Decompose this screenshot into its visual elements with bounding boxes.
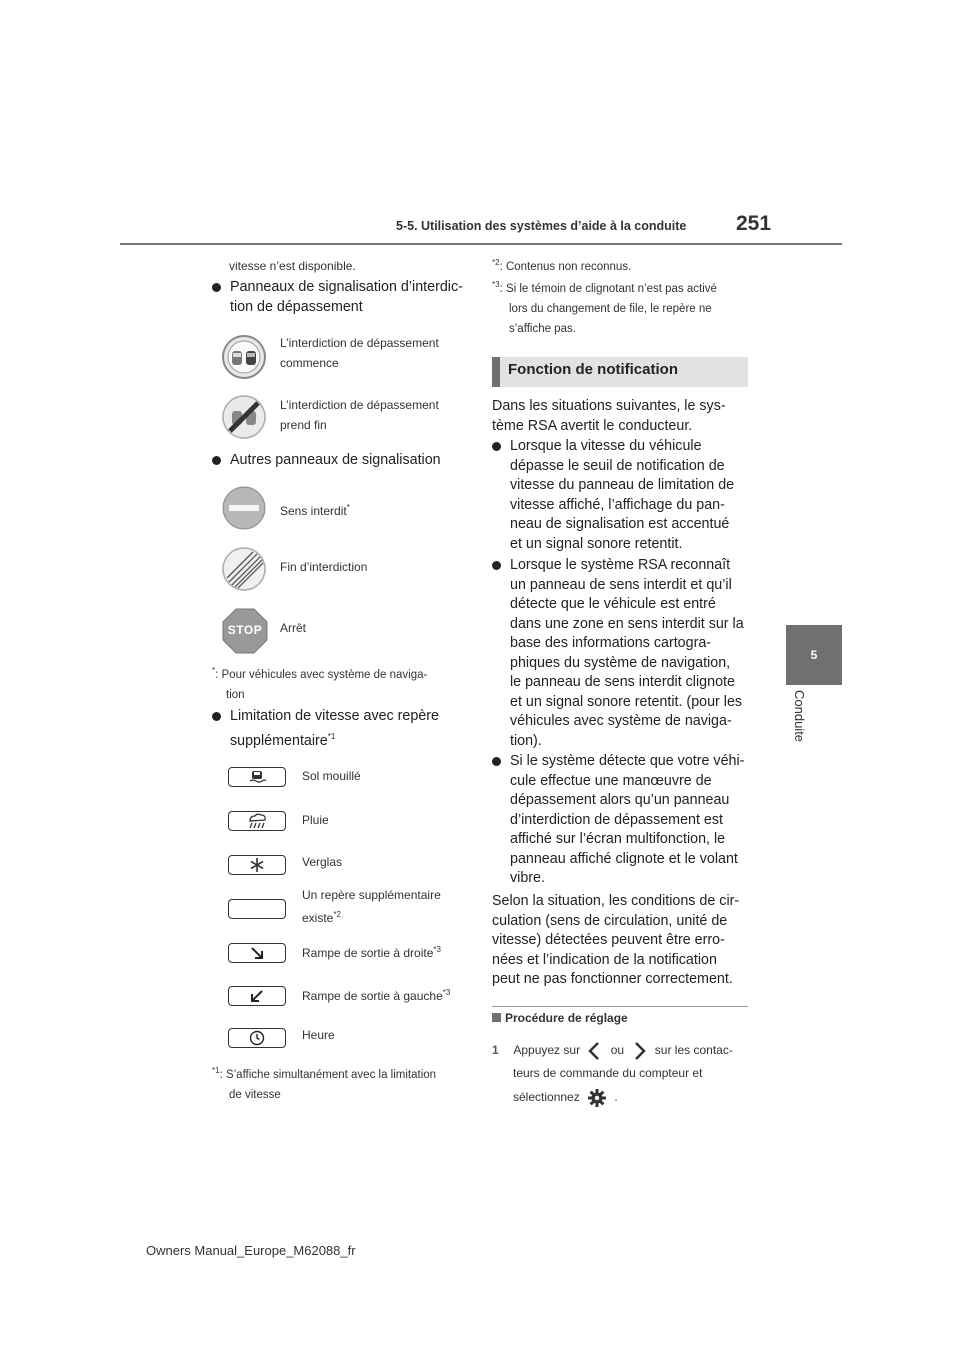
- text-line: vitesse) détectées peuvent être erro-: [492, 932, 725, 948]
- footnote-text: de vitesse: [229, 1088, 281, 1101]
- label-line: Un repère supplémentaire: [302, 888, 441, 902]
- blank-mark: [228, 899, 286, 919]
- end-no-overtaking-sign-icon: [222, 395, 266, 439]
- text-line: cule effectue une manœuvre de: [510, 772, 712, 789]
- text-line: culation (sens de circulation, unité de: [492, 912, 728, 929]
- text-line: Si le système détecte que votre véhi-: [510, 753, 745, 769]
- footnote-3: [492, 275, 717, 339]
- footnote-text: s’affiche pas.: [509, 322, 576, 335]
- stop-sign-text: STOP: [227, 623, 263, 637]
- mark-label: [302, 885, 441, 928]
- chapter-label: [785, 690, 813, 760]
- end-restriction-label: Fin d’interdiction: [280, 560, 368, 574]
- subheading-square-icon: [492, 1013, 501, 1022]
- intro-paragraph: [492, 397, 726, 436]
- footnote-ref: *3: [442, 988, 451, 997]
- text-line: dans une zone en sens interdit sur la: [510, 615, 744, 632]
- label-text: Rampe de sortie à gauche: [302, 989, 443, 1003]
- label-text: Sens interdit: [280, 504, 347, 518]
- mark-label: Verglas: [302, 855, 343, 869]
- continued-text: vitesse n’est disponible.: [229, 259, 356, 273]
- no-entry-sign-icon: [222, 486, 266, 530]
- step-text: ou: [610, 1043, 625, 1057]
- arrow-down-left-icon: [228, 986, 286, 1006]
- label-line: commence: [280, 356, 339, 370]
- footnote-ref: *3: [433, 945, 441, 954]
- bullet-dot: [492, 757, 501, 766]
- step-text: .: [614, 1090, 618, 1104]
- footnote-2: [492, 253, 631, 277]
- footnote-text: : Contenus non reconnus.: [499, 260, 632, 273]
- footnote-ref: *2: [333, 910, 341, 919]
- footnote-mark: *: [212, 666, 216, 675]
- chapter-tab: 5: [786, 625, 842, 685]
- footnote-text: lors du changement de file, le repère ne: [509, 302, 712, 315]
- wet-road-icon: [228, 767, 286, 787]
- bullet-dot: [212, 712, 221, 721]
- end-restriction-sign-icon: [222, 547, 266, 591]
- step-1: [492, 1040, 733, 1060]
- step-text: Appuyez sur: [513, 1043, 581, 1057]
- mark-label: Heure: [302, 1028, 335, 1042]
- step-line: [513, 1087, 618, 1108]
- bullet-text: supplémentaire: [230, 732, 328, 749]
- bullet-dot: [492, 561, 501, 570]
- gear-icon: [587, 1088, 607, 1108]
- text-line: panneau affiché clignote et le volant: [510, 850, 738, 867]
- label-line: L’interdiction de dépassement: [280, 398, 439, 412]
- no-overtaking-sign-icon: [222, 335, 266, 379]
- footnote-mark: *3: [492, 280, 500, 289]
- text-line: détecte que le véhicule est entré: [510, 596, 716, 612]
- text-line: vibre.: [510, 870, 545, 886]
- text-line: et un signal sonore retentit.: [510, 535, 683, 552]
- mark-label: Pluie: [302, 813, 329, 827]
- text-line: base des informations cartogra-: [510, 635, 712, 651]
- page-number: 251: [736, 212, 772, 235]
- bullet-speed-limit: [212, 707, 439, 751]
- step-text: sélectionnez: [513, 1090, 580, 1104]
- bullet-text: Autres panneaux de signalisation: [230, 452, 441, 468]
- rain-icon: [228, 811, 286, 831]
- text-line: phiques du système de navigation,: [510, 654, 731, 671]
- text-line: Dans les situations suivantes, le sys-: [492, 398, 726, 414]
- bullet-text: tion de dépassement: [230, 298, 363, 315]
- mark-label: Sol mouillé: [302, 769, 361, 783]
- bullet-other-signs: [212, 451, 441, 471]
- step-number: 1: [492, 1043, 499, 1057]
- bullet-text: Limitation de vitesse avec repère: [230, 708, 440, 724]
- ice-icon: [228, 855, 286, 875]
- footnote-text: : S’affiche simultanément avec la limitation: [219, 1068, 437, 1081]
- chevron-left-icon: [583, 1042, 607, 1060]
- text-line: Lorsque la vitesse du véhicule: [510, 438, 702, 454]
- stop-label: Arrêt: [280, 621, 307, 635]
- chapter-label-text: Conduite: [792, 690, 807, 743]
- text-line: vitesse du panneau de limitation de: [510, 477, 735, 493]
- overtake-start-label: [280, 333, 439, 373]
- text-line: affiché sur l’écran multifonction, le: [510, 831, 726, 847]
- label-line: L’interdiction de dépassement: [280, 336, 439, 350]
- mark-label: [302, 940, 441, 963]
- no-entry-label: [280, 498, 350, 521]
- bullet-dot: [212, 456, 221, 465]
- bullet-speed-notification: [492, 437, 734, 554]
- step-text: teurs de commande du compteur et: [513, 1066, 703, 1080]
- subheading: [492, 1011, 628, 1025]
- footnote-text: : Si le témoin de clignotant n’est pas activé: [499, 282, 717, 295]
- section-heading: Fonction de notification: [492, 357, 748, 387]
- text-line: et un signal sonore retentit. (pour les: [510, 693, 743, 710]
- bullet-no-entry-notification: [492, 556, 744, 751]
- chevron-right-icon: [627, 1042, 651, 1060]
- text-line: tème RSA avertit le conducteur.: [492, 417, 693, 434]
- text-line: le panneau de sens interdit clignote: [510, 674, 735, 690]
- bullet-dot: [492, 442, 501, 451]
- label-line: existe: [302, 911, 334, 925]
- footnote-text: : Pour véhicules avec système de naviga-: [215, 668, 428, 681]
- text-line: dépasse le seuil de notification de: [510, 457, 725, 474]
- text-line: Lorsque le système RSA reconnaît: [510, 557, 731, 573]
- bullet-overtaking: [212, 278, 463, 317]
- section-title: 5-5. Utilisation des systèmes d’aide à la conduite: [396, 219, 687, 233]
- footnote-text: tion: [226, 688, 245, 701]
- footnote-ref: *: [346, 503, 350, 512]
- text-line: vitesse affiché, l’affichage du pan-: [510, 496, 725, 513]
- subheading-text: Procédure de réglage: [505, 1011, 628, 1025]
- subheading-divider: [492, 1006, 748, 1007]
- label-line: prend fin: [280, 418, 327, 432]
- bullet-overtaking-notification: [492, 752, 744, 889]
- bullet-dot: [212, 283, 221, 292]
- text-line: nées et l’indication de la notification: [492, 951, 717, 968]
- text-line: d’interdiction de dépassement est: [510, 811, 723, 828]
- arrow-down-right-icon: [228, 943, 286, 963]
- header-divider: [120, 243, 842, 245]
- text-line: tion).: [510, 732, 542, 749]
- clock-icon: [228, 1028, 286, 1048]
- text-line: Selon la situation, les conditions de cir-: [492, 893, 740, 909]
- stop-sign-icon: [222, 608, 268, 654]
- conditions-paragraph: [492, 892, 739, 990]
- footer-doc-id: Owners Manual_Europe_M62088_fr: [146, 1243, 356, 1258]
- text-line: un panneau de sens interdit et qu’il: [510, 576, 732, 593]
- text-line: neau de signalisation est accentué: [510, 516, 730, 532]
- footnote-mark: *1: [212, 1066, 220, 1075]
- footnote-star: [212, 661, 427, 705]
- footnote-ref: *1: [327, 731, 336, 741]
- mark-label: [302, 983, 450, 1006]
- bullet-text: Panneaux de signalisation d’interdic-: [230, 279, 463, 295]
- text-line: véhicules avec système de naviga-: [510, 713, 732, 729]
- overtake-end-label: [280, 395, 439, 435]
- label-text: Rampe de sortie à droite: [302, 946, 434, 960]
- footnote-mark: *2: [492, 258, 500, 267]
- footnote-1: [212, 1061, 436, 1105]
- text-line: peut ne pas fonctionner correctement.: [492, 971, 733, 987]
- step-text: sur les contac-: [654, 1043, 733, 1057]
- text-line: dépassement alors qu’un panneau: [510, 792, 730, 808]
